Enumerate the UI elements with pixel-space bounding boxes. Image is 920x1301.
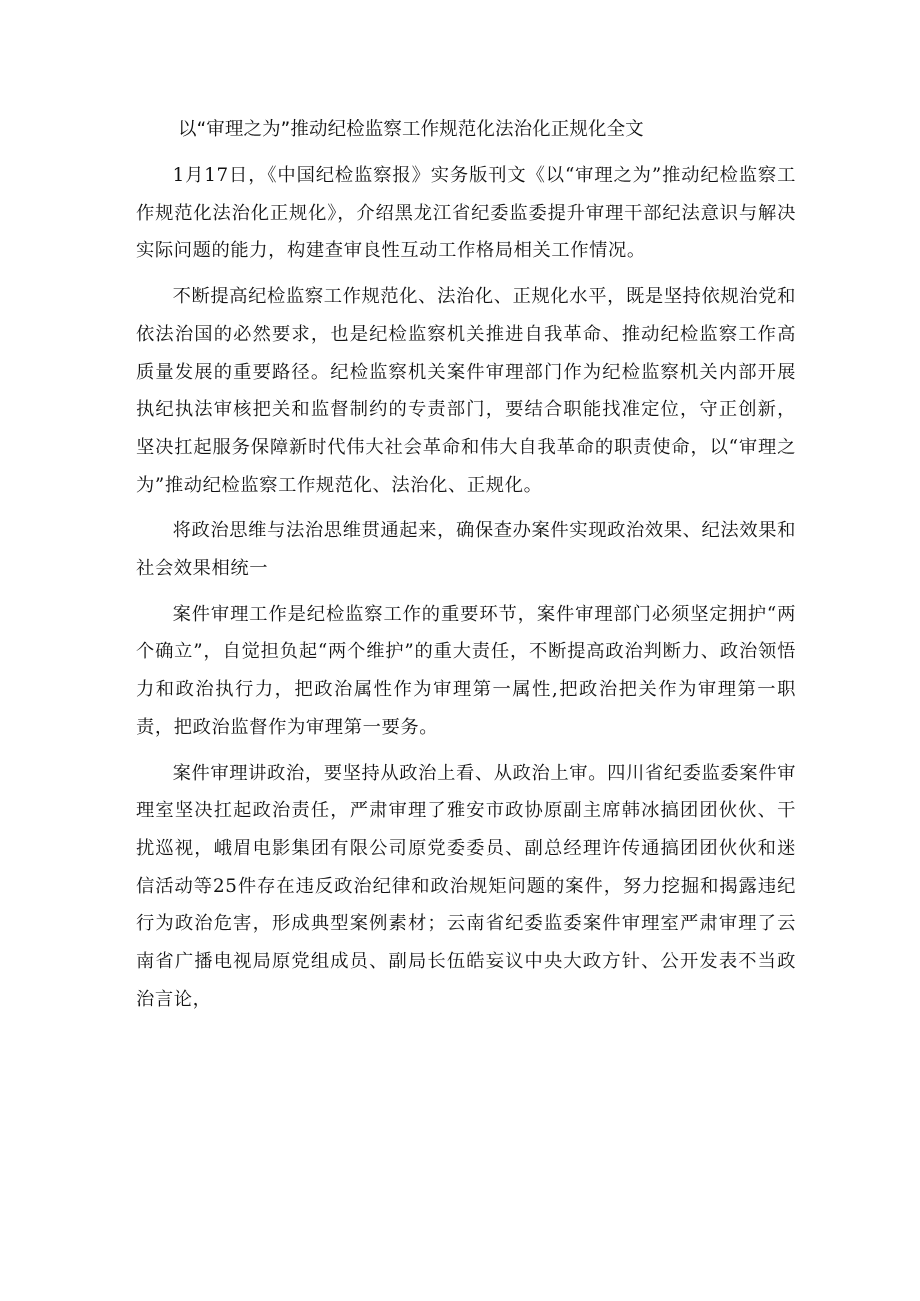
paragraph-2: 不断提高纪检监察工作规范化、法治化、正规化水平，既是坚持依规治党和依法治国的必然要求，也是纪检监察机关推进自我革命、推动纪检监察工作高质量发展的重要路径。纪检监察机关案件审理部门作为纪检监察机关内部开展执纪执法审核把关和监督制约的专责部门，要结合职能找准定位，守正创新，坚决扛起服务保障新时代伟大社会革命和伟大自我革命的职责使命，以“审理之为”推动纪检监察工作规范化、法治化、正规化。 xyxy=(136,286,796,496)
paragraph-4: 案件审理工作是纪检监察工作的重要环节，案件审理部门必须坚定拥护“两个确立”，自觉担负起“两个维护”的重大责任，不断提高政治判断力、政治领悟力和政治执行力，把政治属性作为审理第一属性,把政治把关作为审理第一职责，把政治监督作为审理第一要务。 xyxy=(136,603,796,738)
paragraph-3: 将政治思维与法治思维贯通起来，确保查办案件实现政治效果、纪法效果和社会效果相统一 xyxy=(136,520,796,580)
document-body xyxy=(136,157,796,1026)
paragraph-1: 1月17日，《中国纪检监察报》实务版刊文《以“审理之为”推动纪检监察工作规范化法治化正规化》，介绍黑龙江省纪委监委提升审理干部纪法意识与解决实际问题的能力，构建查审良性互动工作格局相关工作情况。 xyxy=(136,165,796,262)
document-title: 以“审理之为”推动纪检监察工作规范化法治化正规化全文 xyxy=(178,119,644,140)
paragraph-5: 案件审理讲政治，要坚持从政治上看、从政治上审。四川省纪委监委案件审理室坚决扛起政治责任，严肃审理了雅安市政协原副主席韩冰搞团团伙伙、干扰巡视，峨眉电影集团有限公司原党委委员、副总经理许传通搞团团伙伙和迷信活动等25件存在违反政治纪律和政治规矩问题的案件，努力挖掘和揭露违纪行为政治危害，形成典型案例素材；云南省纪委监委案件审理室严肃审理了云南省广播电视局原党组成员、副局长伍皓妄议中央大政方针、公开发表不当政治言论， xyxy=(136,762,796,1010)
